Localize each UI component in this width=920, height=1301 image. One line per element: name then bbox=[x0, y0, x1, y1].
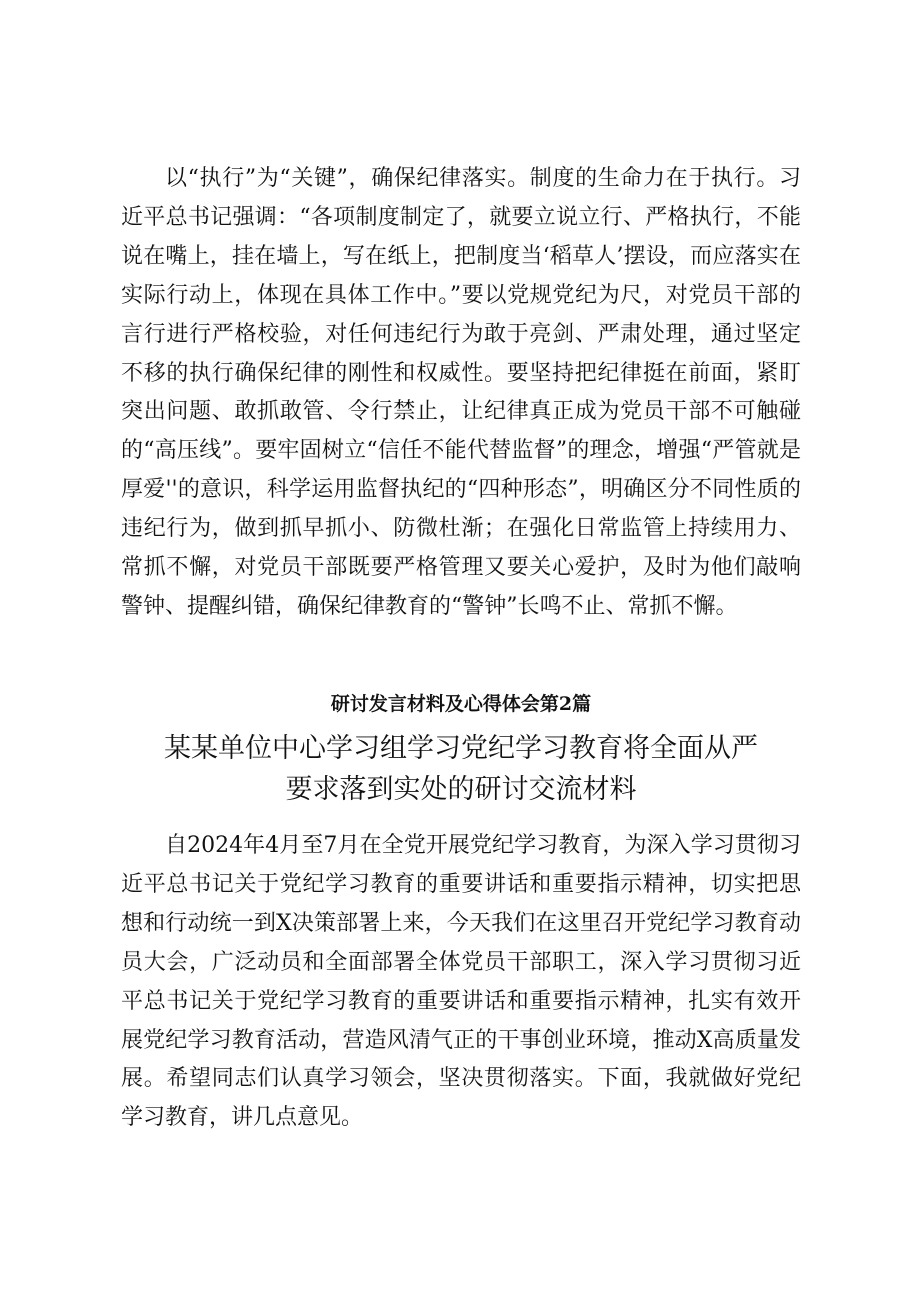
body-paragraph-introduction: 自2024年4月至7月在全党开展党纪学习教育，为深入学习贯彻习近平总书记关于党纪学习教育的重要讲话和重要指示精神，切实把思想和行动统一到X决策部署上来，今天我们在这里召开党纪学习教育动员大会，广泛动员和全面部署全体党员干部职工，深入学习贯彻习近平总书记关于党纪学习教育的重要讲话和重要指示精神，扎实有效开展党纪学习教育活动，营造风清气正的干事创业环境，推动X高质量发展。希望同志们认真学习领会，坚决贯彻落实。下面，我就做好党纪学习教育，讲几点意见。 bbox=[121, 833, 801, 1131]
document-title bbox=[121, 728, 801, 810]
section-heading: 研讨发言材料及心得体会第2篇 bbox=[330, 693, 592, 715]
document-title-line-one: 某某单位中心学习组学习党纪学习教育将全面从严 bbox=[164, 733, 758, 764]
document-title-line-two: 要求落到实处的研讨交流材料 bbox=[285, 774, 637, 805]
body-paragraph-discipline-execution: 以“执行”为“关键”，确保纪律落实。制度的生命力在于执行。习近平总书记强调：“各项制度制定了，就要立说立行、严格执行，不能说在嘴上，挂在墙上，写在纸上，把制度当‘稻草人’摆设，而应落实在实际行动上，体现在具体工作中。”要以党规党纪为尺，对党员干部的言行进行严格校验，对任何违纪行为敢于亮剑、严肃处理，通过坚定不移的执行确保纪律的刚性和权威性。要坚持把纪律挺在前面，紧盯突出问题、敢抓敢管、令行禁止，让纪律真正成为党员干部不可触碰的“高压线”。要牢固树立“信任不能代替监督”的理念，增强“严管就是厚爱''的意识，科学运用监督执纪的“四种形态”，明确区分不同性质的违纪行为，做到抓早抓小、防微杜渐；在强化日常监管上持续用力、常抓不懈，对党员干部既要严格管理又要关心爱护，及时为他们敲响警钟、提醒纠错，确保纪律教育的“警钟”长鸣不止、常抓不懈。 bbox=[121, 166, 801, 619]
